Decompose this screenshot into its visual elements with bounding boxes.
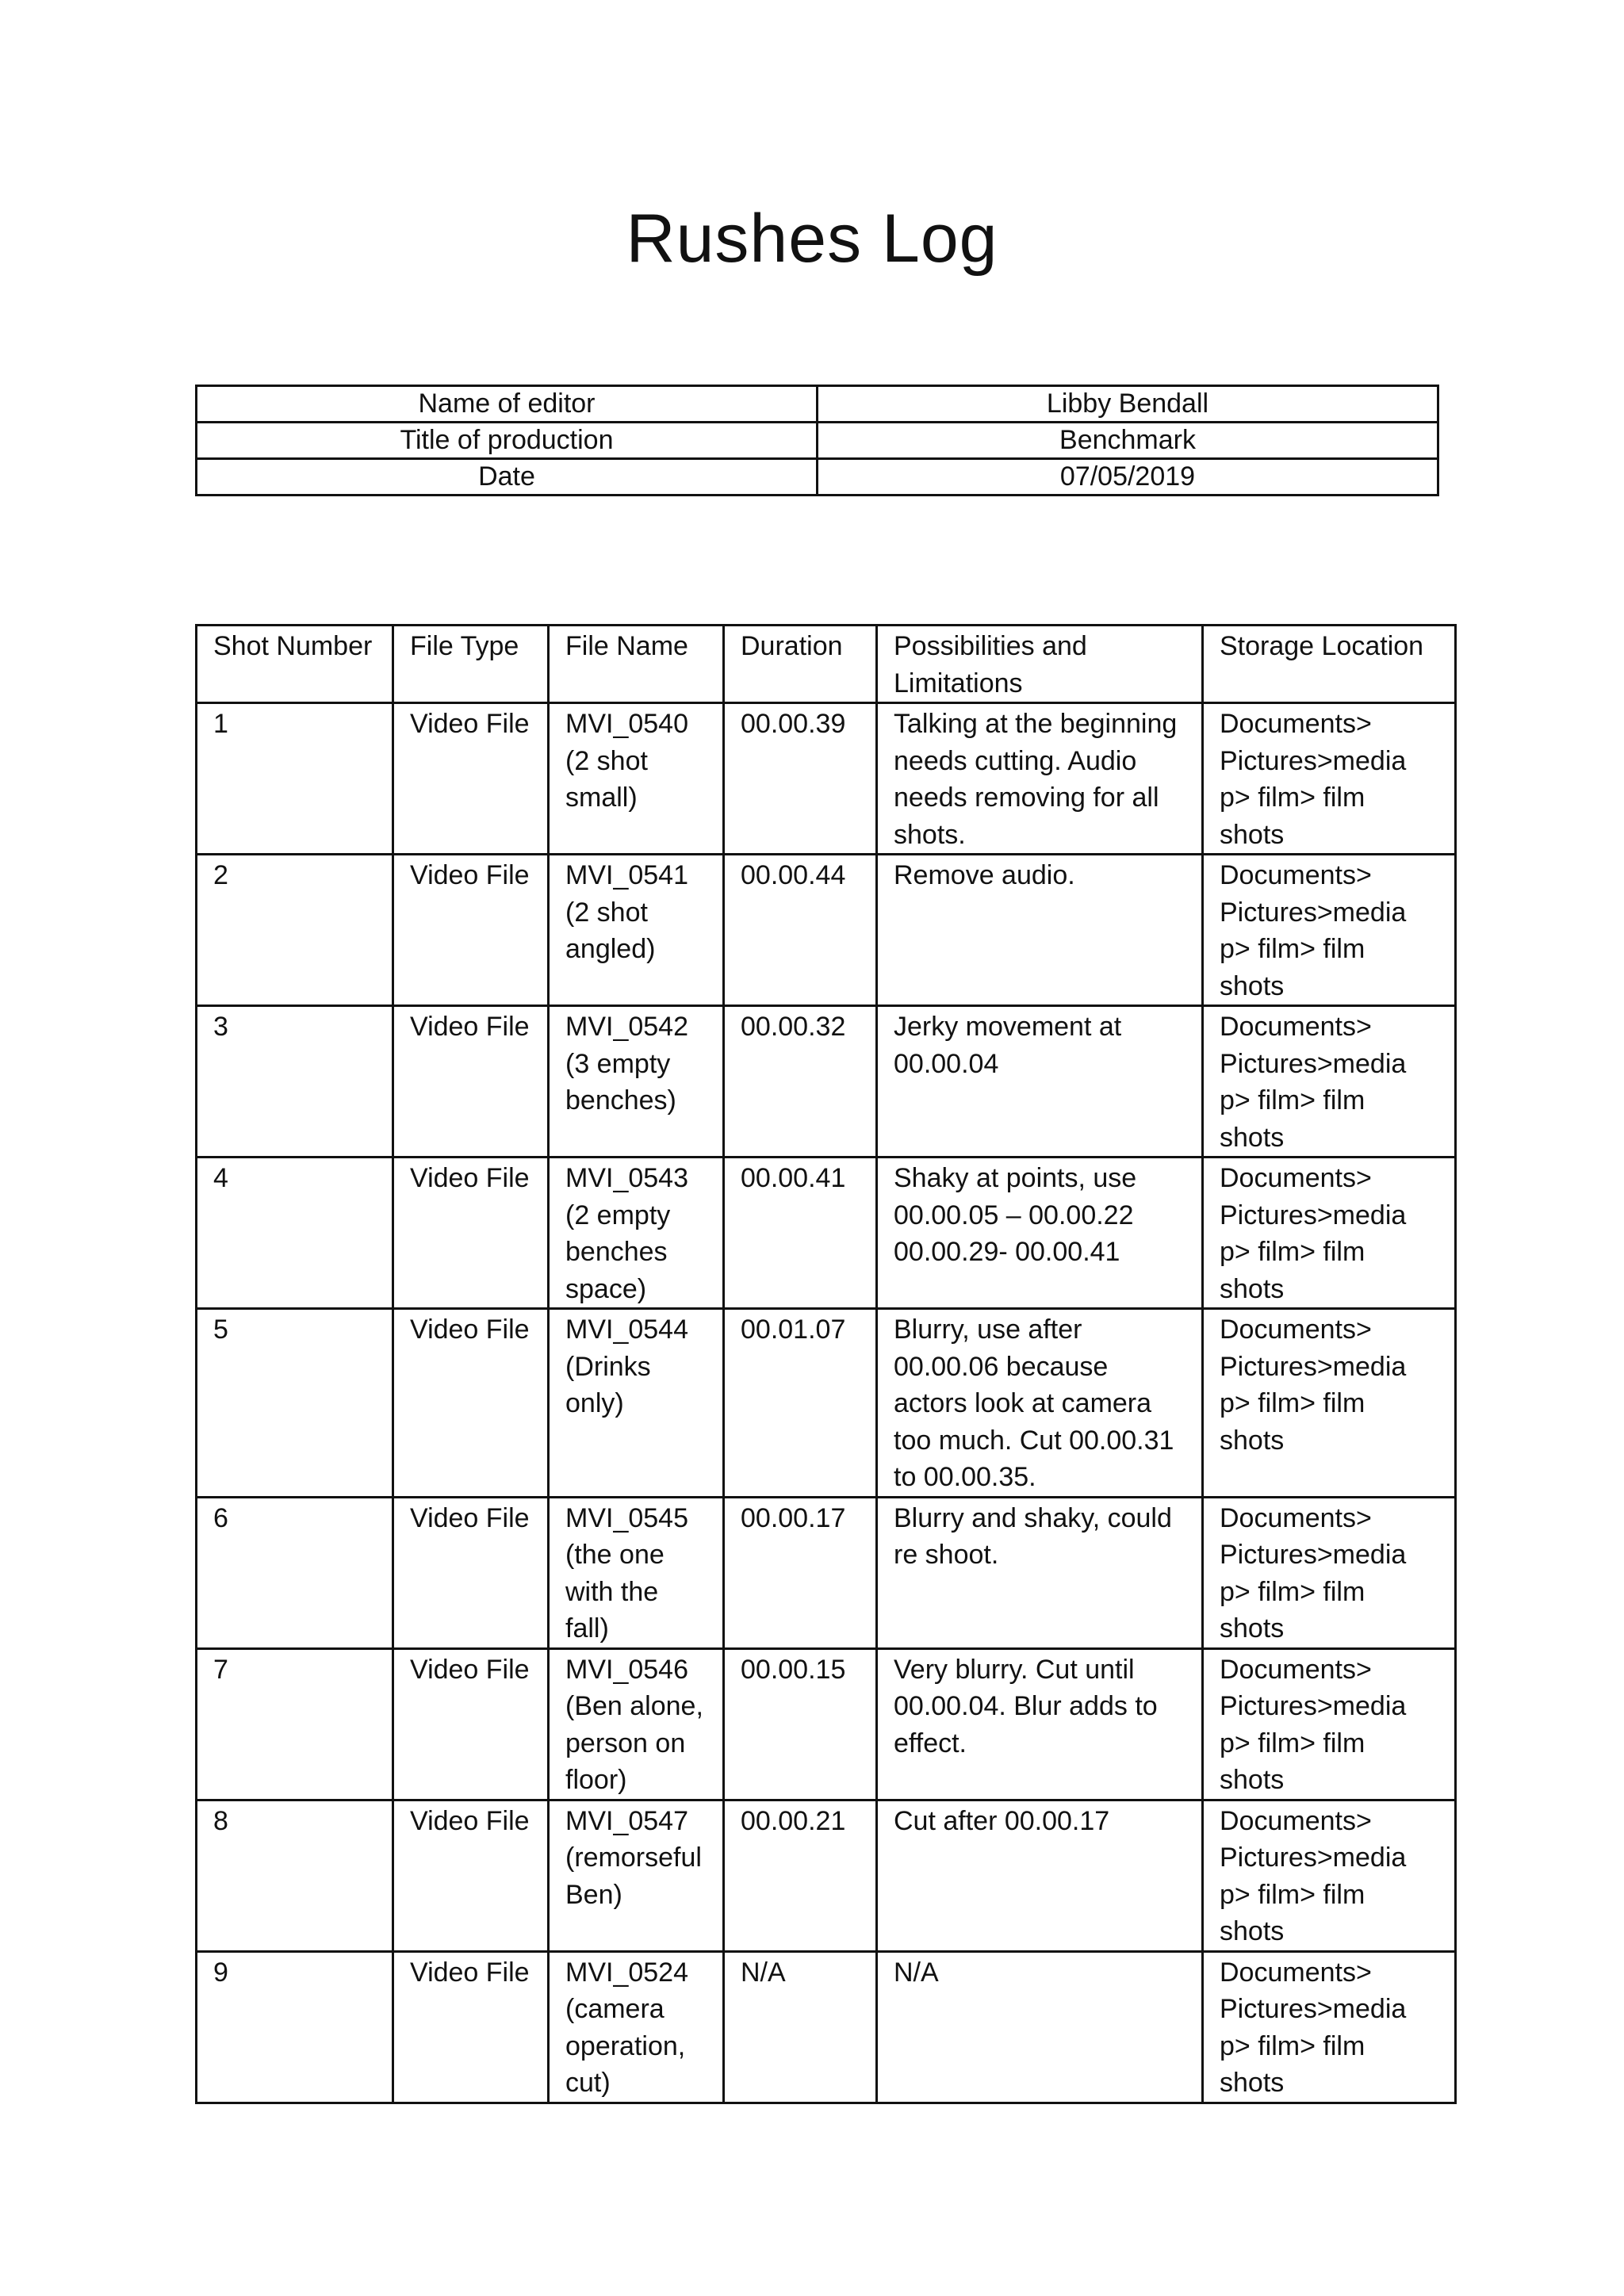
cell-duration: 00.00.44 — [724, 855, 877, 1006]
cell-line: benches) — [565, 1085, 676, 1115]
cell-line: Shaky at points, use — [894, 1163, 1137, 1193]
cell-line: Blurry and shaky, could — [894, 1502, 1172, 1533]
cell-line: N/A — [894, 1957, 939, 1988]
cell-file-type: Video File — [393, 1006, 549, 1158]
cell-line: Pictures>media — [1220, 1351, 1407, 1382]
page-title: Rushes Log — [626, 201, 998, 277]
cell-duration: 00.00.32 — [724, 1006, 877, 1158]
cell-line: Documents> — [1220, 1654, 1372, 1685]
cell-duration: 00.00.21 — [724, 1800, 877, 1951]
cell-file-type: Video File — [393, 1158, 549, 1309]
cell-duration: 00.00.15 — [724, 1648, 877, 1800]
cell-line: Pictures>media — [1220, 1540, 1407, 1570]
table-row — [197, 1158, 1456, 1309]
cell-file-name — [549, 1158, 724, 1309]
table-row — [197, 1951, 1456, 2103]
cell-line: (Drinks — [565, 1351, 651, 1382]
cell-line: MVI_0541 — [565, 860, 688, 890]
table-row — [197, 1309, 1456, 1498]
cell-shot-number: 8 — [197, 1800, 393, 1951]
cell-line: 00.00.06 because — [894, 1351, 1109, 1382]
table-row — [197, 1800, 1456, 1951]
info-value: 07/05/2019 — [818, 459, 1438, 496]
cell-file-type: Video File — [393, 1800, 549, 1951]
cell-file-type: Video File — [393, 1951, 549, 2103]
cell-line: Jerky movement at — [894, 1012, 1122, 1042]
cell-line: MVI_0544 — [565, 1314, 688, 1345]
cell-file-name — [549, 1648, 724, 1800]
cell-line: Pictures>media — [1220, 1691, 1407, 1721]
header-shot-number: Shot Number — [197, 626, 393, 703]
info-label: Date — [197, 459, 818, 496]
cell-line: Documents> — [1220, 1805, 1372, 1836]
production-info-table — [195, 385, 1439, 496]
cell-storage-location — [1203, 1158, 1456, 1309]
cell-line: 00.00.04. Blur adds to — [894, 1691, 1158, 1721]
cell-shot-number: 1 — [197, 703, 393, 855]
header-possibilities-limitations: Possibilities and Limitations — [877, 626, 1203, 703]
cell-line: Pictures>media — [1220, 1994, 1407, 2024]
cell-file-name — [549, 1006, 724, 1158]
info-label: Title of production — [197, 423, 818, 459]
cell-storage-location — [1203, 1497, 1456, 1648]
cell-possibilities-limitations — [877, 1309, 1203, 1498]
cell-file-name — [549, 855, 724, 1006]
cell-shot-number: 7 — [197, 1648, 393, 1800]
info-value: Libby Bendall — [818, 386, 1438, 423]
cell-line: shots — [1220, 1613, 1285, 1644]
cell-line: MVI_0547 — [565, 1805, 688, 1836]
cell-line: MVI_0542 — [565, 1012, 688, 1042]
cell-line: 00.00.05 – 00.00.22 — [894, 1200, 1134, 1230]
table-header-row — [197, 626, 1456, 703]
cell-file-name — [549, 1497, 724, 1648]
cell-line: small) — [565, 783, 638, 813]
cell-line: actors look at camera — [894, 1388, 1152, 1418]
cell-line: shots — [1220, 970, 1285, 1001]
cell-line: p> film> film — [1220, 1085, 1365, 1115]
cell-line: operation, — [565, 2030, 686, 2061]
cell-line: Pictures>media — [1220, 1048, 1407, 1079]
cell-line: Documents> — [1220, 1314, 1372, 1345]
cell-file-type: Video File — [393, 703, 549, 855]
cell-file-name — [549, 1309, 724, 1498]
cell-line: cut) — [565, 2068, 611, 2098]
info-label: Name of editor — [197, 386, 818, 423]
cell-line: (2 empty — [565, 1200, 671, 1230]
cell-line: p> film> film — [1220, 1388, 1365, 1418]
cell-line: Cut after 00.00.17 — [894, 1805, 1110, 1836]
cell-line: Remove audio. — [894, 860, 1075, 890]
cell-line: space) — [565, 1273, 647, 1304]
table-row — [197, 855, 1456, 1006]
cell-line: fall) — [565, 1613, 609, 1644]
cell-line: only) — [565, 1388, 624, 1418]
cell-duration: N/A — [724, 1951, 877, 2103]
cell-line: effect. — [894, 1728, 967, 1758]
cell-duration: 00.01.07 — [724, 1309, 877, 1498]
cell-file-type: Video File — [393, 1497, 549, 1648]
cell-line: Documents> — [1220, 1957, 1372, 1988]
cell-shot-number: 3 — [197, 1006, 393, 1158]
cell-possibilities-limitations — [877, 703, 1203, 855]
cell-line: person on — [565, 1728, 686, 1758]
cell-line: needs cutting. Audio — [894, 745, 1137, 776]
cell-storage-location — [1203, 703, 1456, 855]
cell-line: p> film> film — [1220, 1879, 1365, 1910]
cell-line: p> film> film — [1220, 783, 1365, 813]
cell-line: with the — [565, 1576, 659, 1607]
info-row-production-title — [197, 423, 1438, 459]
cell-storage-location — [1203, 855, 1456, 1006]
cell-line: (the one — [565, 1540, 665, 1570]
cell-file-type: Video File — [393, 855, 549, 1006]
header-file-type: File Type — [393, 626, 549, 703]
cell-line: floor) — [565, 1765, 627, 1795]
cell-line: shots — [1220, 1122, 1285, 1153]
cell-possibilities-limitations — [877, 1648, 1203, 1800]
cell-line: shots — [1220, 1916, 1285, 1946]
cell-line: Blurry, use after — [894, 1314, 1082, 1345]
cell-line: p> film> film — [1220, 2030, 1365, 2061]
header-duration: Duration — [724, 626, 877, 703]
cell-storage-location — [1203, 1309, 1456, 1498]
cell-line: Documents> — [1220, 1012, 1372, 1042]
cell-storage-location — [1203, 1951, 1456, 2103]
rushes-log-table — [195, 624, 1457, 2104]
cell-line: (3 empty — [565, 1048, 671, 1079]
cell-file-name — [549, 1951, 724, 2103]
cell-line: shots. — [894, 819, 966, 850]
cell-line: angled) — [565, 934, 656, 964]
cell-line: re shoot. — [894, 1540, 999, 1570]
cell-file-name — [549, 703, 724, 855]
cell-line: (2 shot — [565, 745, 648, 776]
cell-line: shots — [1220, 1765, 1285, 1795]
cell-line: (2 shot — [565, 897, 648, 928]
header-file-name: File Name — [549, 626, 724, 703]
cell-line: Documents> — [1220, 1163, 1372, 1193]
cell-line: too much. Cut 00.00.31 — [894, 1425, 1174, 1456]
cell-possibilities-limitations — [877, 1951, 1203, 2103]
cell-line: MVI_0524 — [565, 1957, 688, 1988]
cell-duration: 00.00.17 — [724, 1497, 877, 1648]
cell-line: Pictures>media — [1220, 745, 1407, 776]
cell-line: MVI_0543 — [565, 1163, 688, 1193]
cell-storage-location — [1203, 1006, 1456, 1158]
cell-duration: 00.00.41 — [724, 1158, 877, 1309]
cell-shot-number: 4 — [197, 1158, 393, 1309]
cell-line: Very blurry. Cut until — [894, 1654, 1135, 1685]
cell-line: MVI_0546 — [565, 1654, 688, 1685]
info-value: Benchmark — [818, 423, 1438, 459]
cell-line: to 00.00.35. — [894, 1462, 1036, 1492]
cell-line: Documents> — [1220, 1502, 1372, 1533]
table-row — [197, 1497, 1456, 1648]
cell-line: (Ben alone, — [565, 1691, 703, 1721]
cell-possibilities-limitations — [877, 1158, 1203, 1309]
cell-line: shots — [1220, 1425, 1285, 1456]
cell-shot-number: 5 — [197, 1309, 393, 1498]
cell-line: benches — [565, 1237, 668, 1267]
cell-line: p> film> film — [1220, 934, 1365, 964]
cell-storage-location — [1203, 1648, 1456, 1800]
info-row-date — [197, 459, 1438, 496]
cell-possibilities-limitations — [877, 1800, 1203, 1951]
cell-line: Documents> — [1220, 709, 1372, 739]
cell-line: Pictures>media — [1220, 897, 1407, 928]
table-row — [197, 1006, 1456, 1158]
cell-line: shots — [1220, 1273, 1285, 1304]
cell-file-type: Video File — [393, 1309, 549, 1498]
table-row — [197, 703, 1456, 855]
cell-line: (remorseful — [565, 1843, 702, 1873]
cell-shot-number: 2 — [197, 855, 393, 1006]
cell-file-name — [549, 1800, 724, 1951]
cell-shot-number: 9 — [197, 1951, 393, 2103]
cell-line: shots — [1220, 819, 1285, 850]
cell-line: Talking at the beginning — [894, 709, 1178, 739]
cell-duration: 00.00.39 — [724, 703, 877, 855]
cell-line: (camera — [565, 1994, 665, 2024]
cell-line: Pictures>media — [1220, 1843, 1407, 1873]
cell-line: Pictures>media — [1220, 1200, 1407, 1230]
cell-line: 00.00.04 — [894, 1048, 999, 1079]
cell-line: MVI_0540 — [565, 709, 688, 739]
table-row — [197, 1648, 1456, 1800]
cell-line: p> film> film — [1220, 1237, 1365, 1267]
info-row-editor — [197, 386, 1438, 423]
cell-possibilities-limitations — [877, 1497, 1203, 1648]
cell-shot-number: 6 — [197, 1497, 393, 1648]
cell-possibilities-limitations — [877, 855, 1203, 1006]
cell-line: Documents> — [1220, 860, 1372, 890]
header-storage-location: Storage Location — [1203, 626, 1456, 703]
cell-storage-location — [1203, 1800, 1456, 1951]
cell-line: 00.00.29- 00.00.41 — [894, 1237, 1120, 1267]
cell-line: p> film> film — [1220, 1728, 1365, 1758]
cell-line: shots — [1220, 2068, 1285, 2098]
cell-line: needs removing for all — [894, 783, 1159, 813]
cell-file-type: Video File — [393, 1648, 549, 1800]
cell-possibilities-limitations — [877, 1006, 1203, 1158]
cell-line: MVI_0545 — [565, 1502, 688, 1533]
cell-line: p> film> film — [1220, 1576, 1365, 1607]
cell-line: Ben) — [565, 1879, 622, 1910]
